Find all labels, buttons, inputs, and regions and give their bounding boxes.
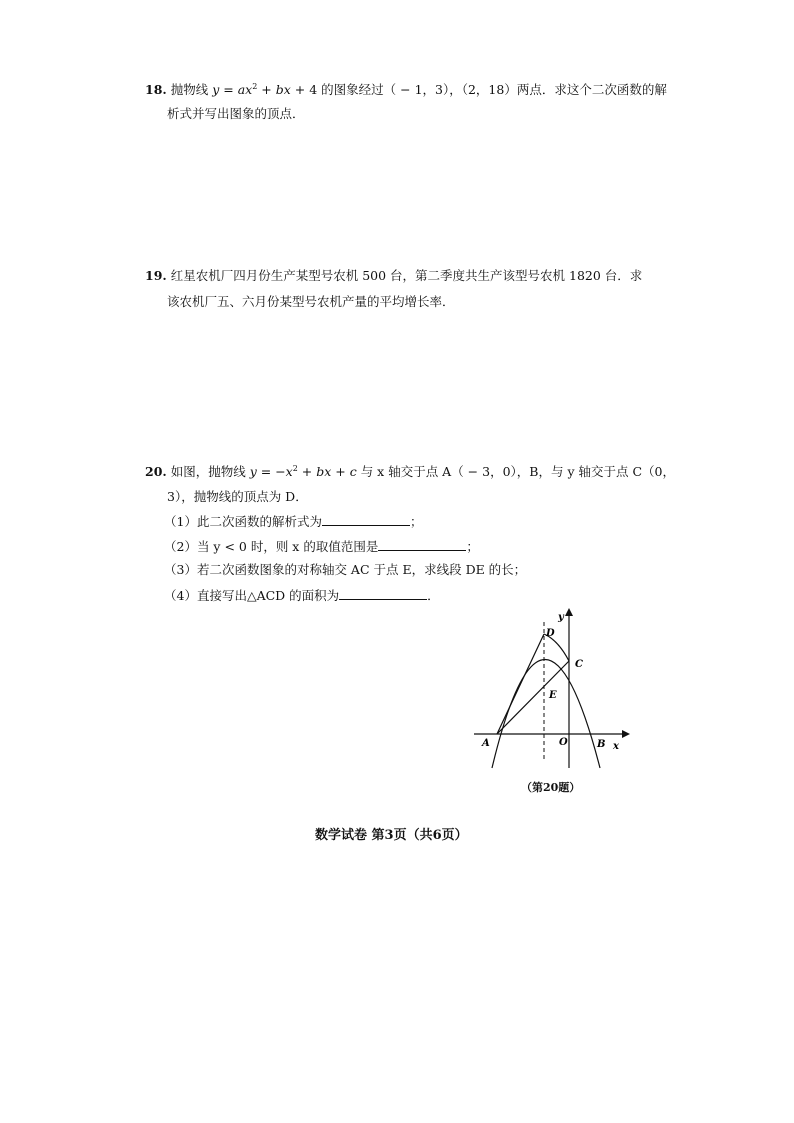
- x-axis-arrow-icon: [622, 730, 630, 738]
- q18-formula-plus: +: [257, 82, 276, 97]
- label-E: E: [549, 690, 557, 701]
- q18-formula-eq: =: [219, 82, 238, 97]
- label-D: D: [546, 628, 555, 639]
- q20-formula-rest: + bx + c: [297, 464, 357, 479]
- y-axis-arrow-icon: [565, 608, 573, 616]
- q20-line1: [145, 463, 675, 481]
- q20-sub4-end: ．: [427, 588, 440, 603]
- segment-AD: [497, 634, 544, 734]
- q20-sub2-answer-blank[interactable]: [378, 537, 466, 551]
- q18-text-pre: 抛物线: [170, 82, 213, 97]
- q20-sub4: [164, 586, 440, 605]
- label-B: B: [597, 739, 606, 750]
- q20-sub2-label: （2）当 y < 0 时，则 x 的取值范围是: [164, 539, 379, 554]
- q20-line2: 3），抛物线的顶点为 D．: [167, 489, 308, 504]
- q20-formula: y = −x: [249, 464, 293, 479]
- q19-number: 19.: [145, 268, 167, 283]
- q20-text-pre: 如图，抛物线: [170, 464, 250, 479]
- q20-sub4-label: （4）直接写出△ACD 的面积为: [164, 588, 340, 603]
- q20-sub2-end: ；: [466, 539, 479, 554]
- label-A: A: [482, 738, 490, 749]
- page-footer: 数学试卷 第3页（共6页）: [315, 828, 468, 843]
- q18-formula-bx: bx: [275, 82, 291, 97]
- segment-AC: [497, 661, 569, 734]
- q20-sub1: [164, 512, 422, 531]
- q20-sub4-answer-blank[interactable]: [339, 586, 427, 600]
- q19-text-1: 红星农机厂四月份生产某型号农机 500 台，第二季度共生产该型号农机 1820 台．求: [170, 268, 643, 283]
- q20-sub3: （3）若二次函数图象的对称轴交 AC 于点 E，求线段 DE 的长；: [164, 562, 527, 577]
- q18-line2: 析式并写出图象的顶点．: [167, 106, 305, 121]
- q18-number: 18.: [145, 82, 167, 97]
- q19-line1: [145, 267, 642, 285]
- q20-sub1-end: ；: [409, 514, 423, 529]
- label-x: x: [613, 741, 619, 752]
- q20-text-mid: 与 x 轴交于点 A（ − 3，0），B，与 y 轴交于点 C（0，: [356, 464, 675, 479]
- q20-sub1-label: （1）此二次函数的解析式为: [164, 514, 322, 529]
- parabola-curve: [492, 660, 600, 769]
- label-y: y: [558, 612, 564, 623]
- q18-formula-y: y: [212, 82, 220, 97]
- q18-formula-sup: 2: [252, 81, 258, 91]
- q20-number: 20.: [145, 464, 167, 479]
- label-C: C: [575, 659, 583, 670]
- q19-line2: 该农机厂五、六月份某型号农机产量的平均增长率．: [167, 294, 455, 309]
- q20-formula-sup: 2: [292, 463, 298, 473]
- q18-formula-rest: + 4: [290, 82, 318, 97]
- figure-caption: （第20题）: [521, 781, 581, 794]
- q18-formula-a: a: [237, 82, 246, 97]
- q20-figure: [472, 606, 637, 771]
- q20-sub1-answer-blank[interactable]: [322, 512, 410, 526]
- q18-text-post: 的图象经过（ − 1，3），（2，18）两点．求这个二次函数的解: [317, 82, 667, 97]
- label-O: O: [559, 737, 568, 748]
- q18-formula-x: x: [245, 82, 253, 97]
- q18-line1: [145, 81, 667, 99]
- q20-sub2: [164, 537, 479, 556]
